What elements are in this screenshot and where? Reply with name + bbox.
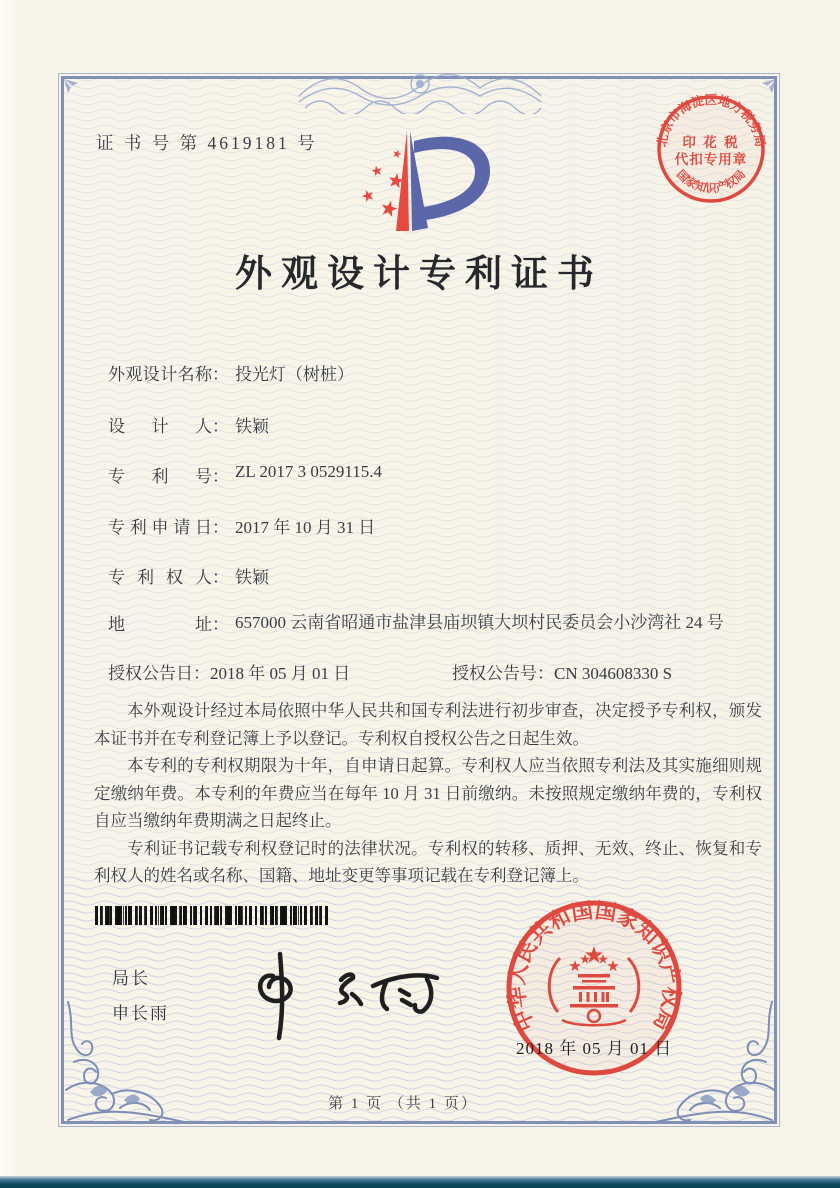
field-label: 专利号 <box>108 467 212 486</box>
legal-paragraph-1: 本外观设计经过本局依照中华人民共和国专利法进行初步审查，决定授予专利权，颁发本证书并在专利登记簿上予以登记。专利权自授权公告之日起生效。 <box>94 701 762 748</box>
field-filing-date: 专利申请日： 2017 年 10 月 31 日 <box>108 513 375 538</box>
field-value: 铁颖 <box>235 417 269 436</box>
field-patent-number: 专利号： ZL 2017 3 0529115.4 <box>108 462 383 486</box>
seal-ring-text: 中华人民共和国国家知识产权局 <box>504 898 684 1035</box>
field-address: 地址： 657000 云南省昭通市盐津县庙坝镇大坝村民委员会小沙湾社 24 号 <box>108 610 783 636</box>
certificate-number: 证 书 号 第 4619181 号 <box>96 133 318 153</box>
tax-stamp-ring-bottom-text: 国家知识产权局 <box>673 168 749 195</box>
cnipa-logo <box>348 125 498 237</box>
top-lace-ornament <box>295 56 545 114</box>
certificate-title: 外观设计专利证书 <box>235 254 603 295</box>
field-value: ZL 2017 3 0529115.4 <box>235 462 383 481</box>
legal-paragraph-2: 本专利的专利权期限为十年，自申请日起算。专利权人应当依照专利法及其实施细则规定缴纳年费。本专利的年费应当在每年 10 月 31 日前缴纳。未按照规定缴纳年费的，专利权自应当缴纳年费期满之日起终止。 <box>94 756 762 830</box>
director-name: 申长雨 <box>112 1004 169 1023</box>
field-label: 专利权人 <box>108 568 212 587</box>
tax-stamp-ring-top-text: 北京市海淀区地方税务局 <box>655 93 767 148</box>
field-design-name: 外观设计名称： 投光灯（树桩） <box>108 360 354 385</box>
field-value: 2017 年 10 月 31 日 <box>235 518 376 537</box>
field-grant-date: 授权公告日：2018 年 05 月 01 日 <box>108 664 351 683</box>
field-designer: 设计人： 铁颖 <box>108 412 269 437</box>
field-label: 专利申请日 <box>108 518 212 537</box>
top-left-corner-ornament <box>62 77 88 103</box>
director-title: 局长 <box>112 969 150 988</box>
field-value: 投光灯（树桩） <box>235 365 354 384</box>
field-value: 657000 云南省昭通市盐津县庙坝镇大坝村民委员会小沙湾社 24 号 <box>235 613 724 632</box>
field-value: 铁颖 <box>235 568 269 587</box>
tax-stamp-center-line2: 代扣专用章 <box>674 152 748 167</box>
field-label: 设计人 <box>108 417 212 436</box>
tax-stamp-center-line1: 印 花 税 <box>682 135 740 150</box>
legal-text <box>94 697 762 890</box>
seal-date: 2018 年 05 月 01 日 <box>516 1039 673 1058</box>
page-bottom-edge <box>0 1176 840 1188</box>
tax-stamp-seal <box>655 93 767 205</box>
field-grant-number: 授权公告号：CN 304608330 S <box>452 664 673 683</box>
field-label: 地址 <box>108 615 212 634</box>
field-label: 外观设计名称 <box>108 365 212 384</box>
barcode <box>95 906 328 925</box>
page-number-footer: 第 1 页 （共 1 页） <box>328 1096 478 1112</box>
director-signature <box>235 938 445 1043</box>
legal-paragraph-3: 专利证书记载专利权登记时的法律状况。专利权的转移、质押、无效、终止、恢复和专利权人的姓名或名称、国籍、地址变更等事项记载在专利登记簿上。 <box>94 838 762 885</box>
field-patentee: 专利权人： 铁颖 <box>108 563 269 588</box>
